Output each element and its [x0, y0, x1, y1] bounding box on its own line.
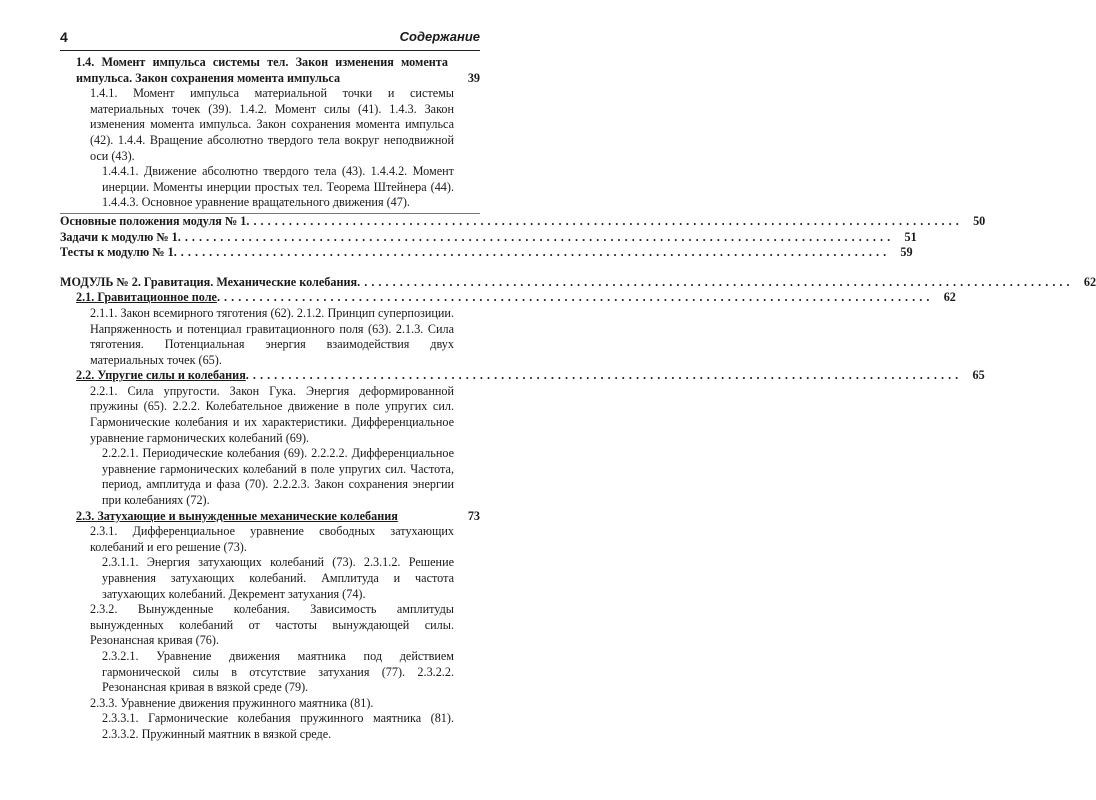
toc-entry-title: 2.1. Гравитационное поле — [76, 290, 217, 305]
toc-entry-title: 2.2. Упругие силы и колебания — [76, 368, 246, 383]
page-number: 4 — [60, 29, 68, 45]
toc-subentries: 2.1.1. Закон всемирного тяготения (62). 2.1.2. Принцип суперпозиции. Напряженность и потенциал гравитационного поля (63). 2.1.3. Сила тяготения. Потенциальная энергия взаимодействия двух материальных точек (65). — [90, 305, 454, 367]
toc-subentries: 2.3.3.1. Гармонические колебания пружинного маятника (81). 2.3.3.2. Пружинный маятник в вязкой среде. — [102, 711, 454, 741]
toc-subentries: 1.4.1. Момент импульса материальной точки и системы материальных точек (39). 1.4.2. Момент силы (41). 1.4.3. Закон изменения момента импульса. Закон сохранения момента импульса (42). 1.4.4. Вращение абсолютно твердого тела вокруг неподвижной оси (43). — [90, 86, 454, 163]
leader-dots — [357, 275, 1070, 291]
toc-subentries: 2.2.2.1. Периодические колебания (69). 2.2.2.2. Дифференциальное уравнение гармонических колебаний в поле упругих сил. Частота, период, амплитуда и фаза (70). 2.2.2.3. Закон сохранения энергии при колебаниях (72). — [102, 446, 454, 508]
section-title: Содержание — [399, 29, 480, 44]
toc-entry-title: 1.4. Момент импульса системы тел. Закон изменения момента импульса. Закон сохранения момента импульса — [76, 55, 448, 85]
toc-entry-module-2[interactable] — [60, 274, 1096, 291]
toc-entry-tests[interactable] — [60, 245, 913, 261]
toc-entry-1-4[interactable] — [76, 55, 480, 86]
toc-entry-page: 65 — [972, 368, 985, 383]
toc-entry-page: 62 — [1083, 274, 1096, 289]
toc-entry-2-1[interactable] — [76, 290, 956, 306]
toc-entry-page: 59 — [900, 245, 913, 260]
toc-entry-page: 73 — [467, 508, 480, 523]
toc-entry-page: 39 — [467, 70, 480, 85]
toc-entry-title: 2.3. Затухающие и вынужденные механические колебания — [76, 508, 398, 523]
toc-entry-summary[interactable] — [60, 213, 986, 230]
toc-subentries: 2.3.1. Дифференциальное уравнение свободных затухающих колебаний и его решение (73). — [90, 524, 454, 554]
leader-dots — [174, 245, 887, 261]
toc-subentries: 2.3.2. Вынужденные колебания. Зависимость амплитуды вынужденных колебаний от частоты вынуждающей силы. Резонансная кривая (76). — [90, 602, 454, 648]
toc-entry-page: 62 — [943, 290, 956, 305]
toc-subentries: 2.3.1.1. Энергия затухающих колебаний (73). 2.3.1.2. Решение уравнения затухающих колебаний. Амплитуда и частота затухающих колебаний. Декремент затухания (74). — [102, 555, 454, 601]
toc-subentries: 1.4.4.1. Движение абсолютно твердого тела (43). 1.4.4.2. Момент инерции. Моменты инерции простых тел. Теорема Штейнера (44). 1.4.4.3. Основное уравнение вращательного движения (47). — [102, 164, 454, 210]
toc-subentries: 2.2.1. Сила упругости. Закон Гука. Энергия деформированной пружины (65). 2.2.2. Колебательное движение в поле упругих сил. Гармонические колебания и их характеристики. Дифференциальное уравнение гармонических колебаний (69). — [90, 383, 454, 445]
leader-dots — [246, 214, 959, 230]
toc-entry-problems[interactable] — [60, 229, 917, 246]
spacer — [60, 261, 480, 275]
toc-entry-title: Основные положения модуля № 1 — [60, 213, 247, 228]
toc-entry-2-2[interactable] — [76, 368, 985, 384]
toc-entry-page: 50 — [973, 213, 986, 228]
toc-subentries: 2.3.3. Уравнение движения пружинного маятника (81). — [90, 695, 374, 710]
toc-entry-2-3[interactable] — [76, 509, 480, 525]
toc-entry-title: Тесты к модулю № 1 — [60, 245, 174, 260]
toc-entry-title: МОДУЛЬ № 2. Гравитация. Механические колебания — [60, 274, 358, 289]
leader-dots — [178, 230, 891, 246]
table-of-contents — [60, 55, 1096, 743]
page-header — [60, 28, 480, 51]
toc-entry-title: Задачи к модулю № 1 — [60, 229, 178, 244]
leader-dots — [217, 290, 930, 306]
leader-dots — [246, 368, 959, 384]
toc-subentries: 2.3.2.1. Уравнение движения маятника под действием гармонической силы в отсутствие затухания (77). 2.3.2.2. Резонансная кривая в вязкой среде (79). — [102, 648, 454, 695]
toc-entry-page: 51 — [904, 229, 917, 244]
